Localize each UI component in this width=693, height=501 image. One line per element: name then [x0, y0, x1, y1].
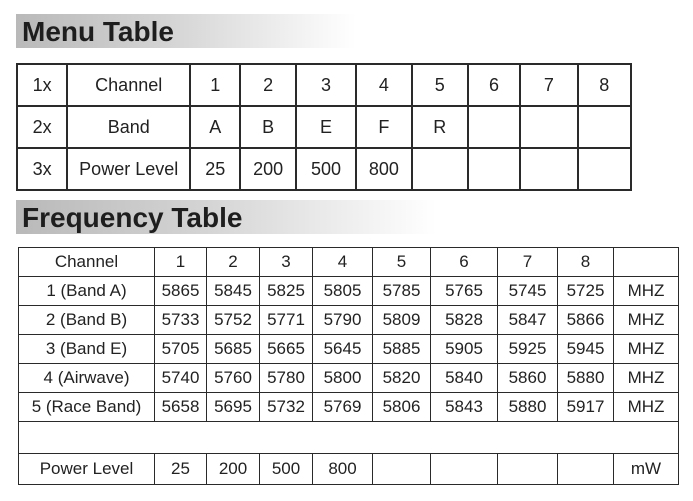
freq-value-cell: 5945	[558, 335, 614, 364]
freq-value-cell: 5733	[155, 306, 207, 335]
menu-value-cell	[468, 106, 520, 148]
freq-value-cell: 500	[260, 454, 313, 485]
freq-unit-cell: MHZ	[614, 393, 679, 422]
menu-value-cell: 2	[240, 64, 295, 106]
freq-value-cell: 5885	[373, 335, 431, 364]
freq-value-cell: 5685	[207, 335, 260, 364]
freq-value-cell: 5847	[498, 306, 558, 335]
freq-unit-cell: MHZ	[614, 335, 679, 364]
freq-value-cell: 3	[260, 248, 313, 277]
freq-value-cell: 5825	[260, 277, 313, 306]
freq-unit-cell: MHZ	[614, 364, 679, 393]
freq-value-cell: 5843	[431, 393, 498, 422]
freq-value-cell: 5725	[558, 277, 614, 306]
freq-value-cell: 5866	[558, 306, 614, 335]
freq-blank-row	[19, 422, 679, 454]
menu-value-cell: 800	[356, 148, 411, 190]
freq-value-cell: 5658	[155, 393, 207, 422]
freq-table-row	[19, 306, 679, 335]
freq-value-cell: 7	[498, 248, 558, 277]
menu-value-cell	[412, 148, 468, 190]
freq-value-cell: 5880	[498, 393, 558, 422]
menu-value-cell: A	[190, 106, 240, 148]
freq-value-cell: 5752	[207, 306, 260, 335]
freq-value-cell: 5645	[313, 335, 373, 364]
frequency-table-banner	[16, 200, 436, 234]
menu-value-cell: E	[296, 106, 356, 148]
frequency-table-title: Frequency Table	[22, 202, 243, 233]
freq-unit-cell: MHZ	[614, 277, 679, 306]
freq-value-cell: 5917	[558, 393, 614, 422]
freq-value-cell: 5695	[207, 393, 260, 422]
freq-unit-cell	[614, 248, 679, 277]
menu-value-cell: R	[412, 106, 468, 148]
freq-table-row	[19, 335, 679, 364]
freq-value-cell: 2	[207, 248, 260, 277]
freq-value-cell: 5665	[260, 335, 313, 364]
freq-value-cell: 5732	[260, 393, 313, 422]
freq-value-cell: 5740	[155, 364, 207, 393]
freq-value-cell: 5809	[373, 306, 431, 335]
freq-value-cell: 8	[558, 248, 614, 277]
freq-value-cell: 200	[207, 454, 260, 485]
frequency-table	[18, 247, 679, 485]
menu-value-cell: B	[240, 106, 295, 148]
menu-value-cell: 6	[468, 64, 520, 106]
menu-value-cell: 7	[520, 64, 577, 106]
freq-value-cell: 5785	[373, 277, 431, 306]
freq-value-cell	[558, 454, 614, 485]
menu-value-cell	[468, 148, 520, 190]
freq-value-cell: 5771	[260, 306, 313, 335]
freq-row-label: Channel	[19, 248, 155, 277]
freq-value-cell: 5800	[313, 364, 373, 393]
freq-value-cell: 5	[373, 248, 431, 277]
freq-row-label: Power Level	[19, 454, 155, 485]
freq-value-cell: 5780	[260, 364, 313, 393]
freq-value-cell: 5769	[313, 393, 373, 422]
freq-row-label: 4 (Airwave)	[19, 364, 155, 393]
menu-value-cell: 25	[190, 148, 240, 190]
freq-table-row	[19, 364, 679, 393]
freq-value-cell: 4	[313, 248, 373, 277]
menu-table-row	[17, 64, 631, 106]
freq-row-label: 5 (Race Band)	[19, 393, 155, 422]
menu-value-cell: 1	[190, 64, 240, 106]
freq-value-cell: 1	[155, 248, 207, 277]
menu-value-cell	[578, 106, 631, 148]
freq-unit-cell: MHZ	[614, 306, 679, 335]
freq-table-row	[19, 277, 679, 306]
menu-value-cell: 500	[296, 148, 356, 190]
freq-power-row	[19, 454, 679, 485]
freq-value-cell: 800	[313, 454, 373, 485]
freq-value-cell: 5805	[313, 277, 373, 306]
menu-value-cell: 4	[356, 64, 411, 106]
freq-value-cell: 5845	[207, 277, 260, 306]
menu-table-row	[17, 148, 631, 190]
freq-table-row	[19, 393, 679, 422]
menu-value-cell: 3	[296, 64, 356, 106]
menu-row-code: 3x	[17, 148, 67, 190]
menu-row-code: 1x	[17, 64, 67, 106]
menu-value-cell: F	[356, 106, 411, 148]
menu-value-cell: 5	[412, 64, 468, 106]
freq-value-cell: 5745	[498, 277, 558, 306]
menu-table	[16, 63, 632, 191]
freq-value-cell	[373, 454, 431, 485]
freq-value-cell: 5705	[155, 335, 207, 364]
menu-table-row	[17, 106, 631, 148]
freq-row-label: 2 (Band B)	[19, 306, 155, 335]
freq-value-cell: 5820	[373, 364, 431, 393]
menu-row-label: Power Level	[67, 148, 190, 190]
menu-value-cell: 200	[240, 148, 295, 190]
freq-value-cell: 5828	[431, 306, 498, 335]
freq-unit-cell: mW	[614, 454, 679, 485]
freq-value-cell: 5880	[558, 364, 614, 393]
freq-value-cell: 5840	[431, 364, 498, 393]
freq-header-row	[19, 248, 679, 277]
freq-value-cell: 5765	[431, 277, 498, 306]
menu-value-cell	[520, 106, 577, 148]
freq-value-cell: 5760	[207, 364, 260, 393]
menu-row-label: Band	[67, 106, 190, 148]
freq-value-cell: 6	[431, 248, 498, 277]
menu-row-label: Channel	[67, 64, 190, 106]
freq-value-cell: 5905	[431, 335, 498, 364]
menu-table-banner	[16, 14, 356, 48]
menu-value-cell: 8	[578, 64, 631, 106]
menu-value-cell	[578, 148, 631, 190]
freq-value-cell: 5860	[498, 364, 558, 393]
freq-row-label: 1 (Band A)	[19, 277, 155, 306]
freq-value-cell: 5806	[373, 393, 431, 422]
freq-value-cell: 25	[155, 454, 207, 485]
freq-row-label: 3 (Band E)	[19, 335, 155, 364]
menu-row-code: 2x	[17, 106, 67, 148]
menu-value-cell	[520, 148, 577, 190]
freq-value-cell	[498, 454, 558, 485]
freq-value-cell: 5865	[155, 277, 207, 306]
freq-blank-cell	[19, 422, 679, 454]
freq-value-cell: 5790	[313, 306, 373, 335]
menu-table-title: Menu Table	[22, 16, 174, 47]
freq-value-cell	[431, 454, 498, 485]
freq-value-cell: 5925	[498, 335, 558, 364]
